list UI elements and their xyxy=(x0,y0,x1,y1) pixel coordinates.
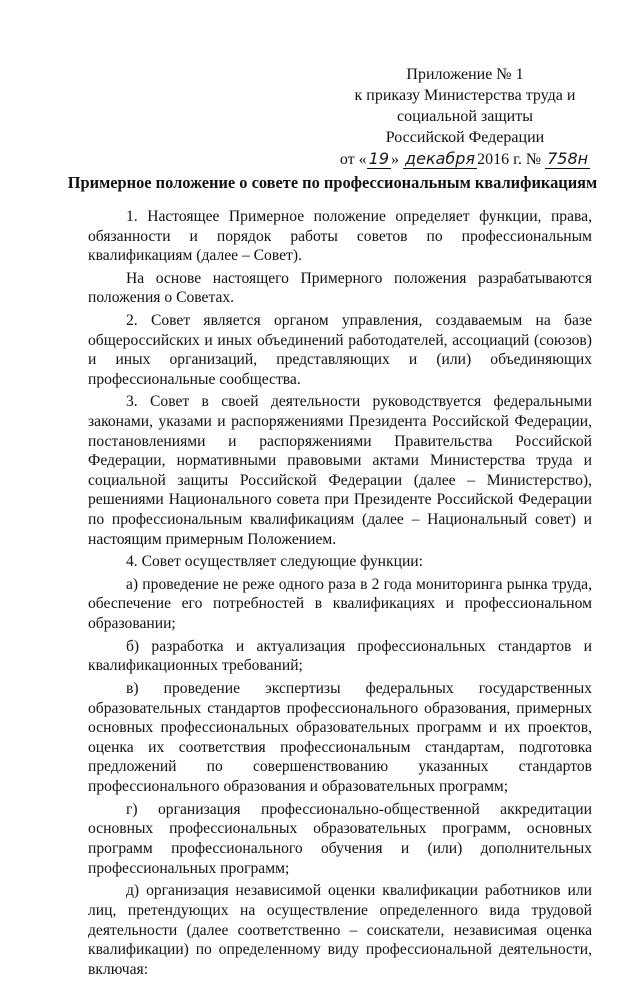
date-mid: » xyxy=(391,151,400,168)
paragraph-4: 4. Совет осуществляет следующие функции: xyxy=(126,553,423,571)
handwritten-number: 758н xyxy=(547,149,589,168)
item-g: г) организация профессионально-общественной аккредитации основных профессиональных образовательных программ, основных программ профессионального обучения и (или) дополнительных профессиональных программ; xyxy=(88,800,592,877)
document-body xyxy=(88,207,592,983)
paragraph-1: 1. Настоящее Примерное положение определяет функции, права, обязанности и порядок работы советов по профессиональным квалификациям (далее – Совет). xyxy=(88,208,592,265)
appendix-country: Российской Федерации xyxy=(385,129,545,146)
appendix-header xyxy=(330,64,600,170)
item-d: д) организация независимой оценки квалификации работников или лиц, претендующих на осуществление определенного вида трудовой деятельности (далее соответственно – соискатели, независимая оценка квалификации) по определенному виду профессиональной деятельности, включая: xyxy=(88,882,592,978)
paragraph-1-note: На основе настоящего Примерного положения разрабатываются положения о Советах. xyxy=(88,269,592,307)
appendix-date-line xyxy=(330,148,600,170)
item-a: а) проведение не реже одного раза в 2 года мониторинга рынка труда, обеспечение его потребностей в квалификациях и профессиональном образовании; xyxy=(88,575,592,632)
date-year: 2016 г. № xyxy=(477,151,542,168)
item-v: в) проведение экспертизы федеральных государственных образовательных стандартов профессионального образования, примерных основных профессиональных образовательных программ и их проектов, оценка их соответствия профессиональным стандартам, подготовка предложений по совершенствованию указанных стандартов профессионального образования и образовательных программ; xyxy=(88,680,592,795)
paragraph-3: 3. Совет в своей деятельности руководствуется федеральными законами, указами и распоряжениями Президента Российской Федерации, постановлениями и распоряжениями Правительства Российской Федерации, нормативными правовыми актами Министерства труда и социальной защиты Российской Федерации (далее – Министерство), решениями Национального совета при Президенте Российской Федерации по профессиональным квалификациям (далее – Национальный совет) и настоящим примерным Положением. xyxy=(88,393,592,548)
appendix-number: Приложение № 1 xyxy=(406,66,524,83)
item-b: б) разработка и актуализация профессиональных стандартов и квалификационных требований; xyxy=(88,637,592,675)
appendix-ministry: социальной защиты xyxy=(397,108,533,125)
paragraph-2: 2. Совет является органом управления, создаваемым на базе общероссийских и иных объединений работодателей, ассоциаций (союзов) и иных организаций, представляющих и (или) объединяющих профессиональные сообщества. xyxy=(88,311,592,388)
document-title: Примерное положение о совете по профессиональным квалификациям xyxy=(67,173,598,192)
date-prefix: от « xyxy=(339,151,367,168)
handwritten-month: декабря xyxy=(405,149,476,168)
handwritten-day: 19 xyxy=(368,149,390,168)
appendix-order-ref: к приказу Министерства труда и xyxy=(354,87,576,104)
